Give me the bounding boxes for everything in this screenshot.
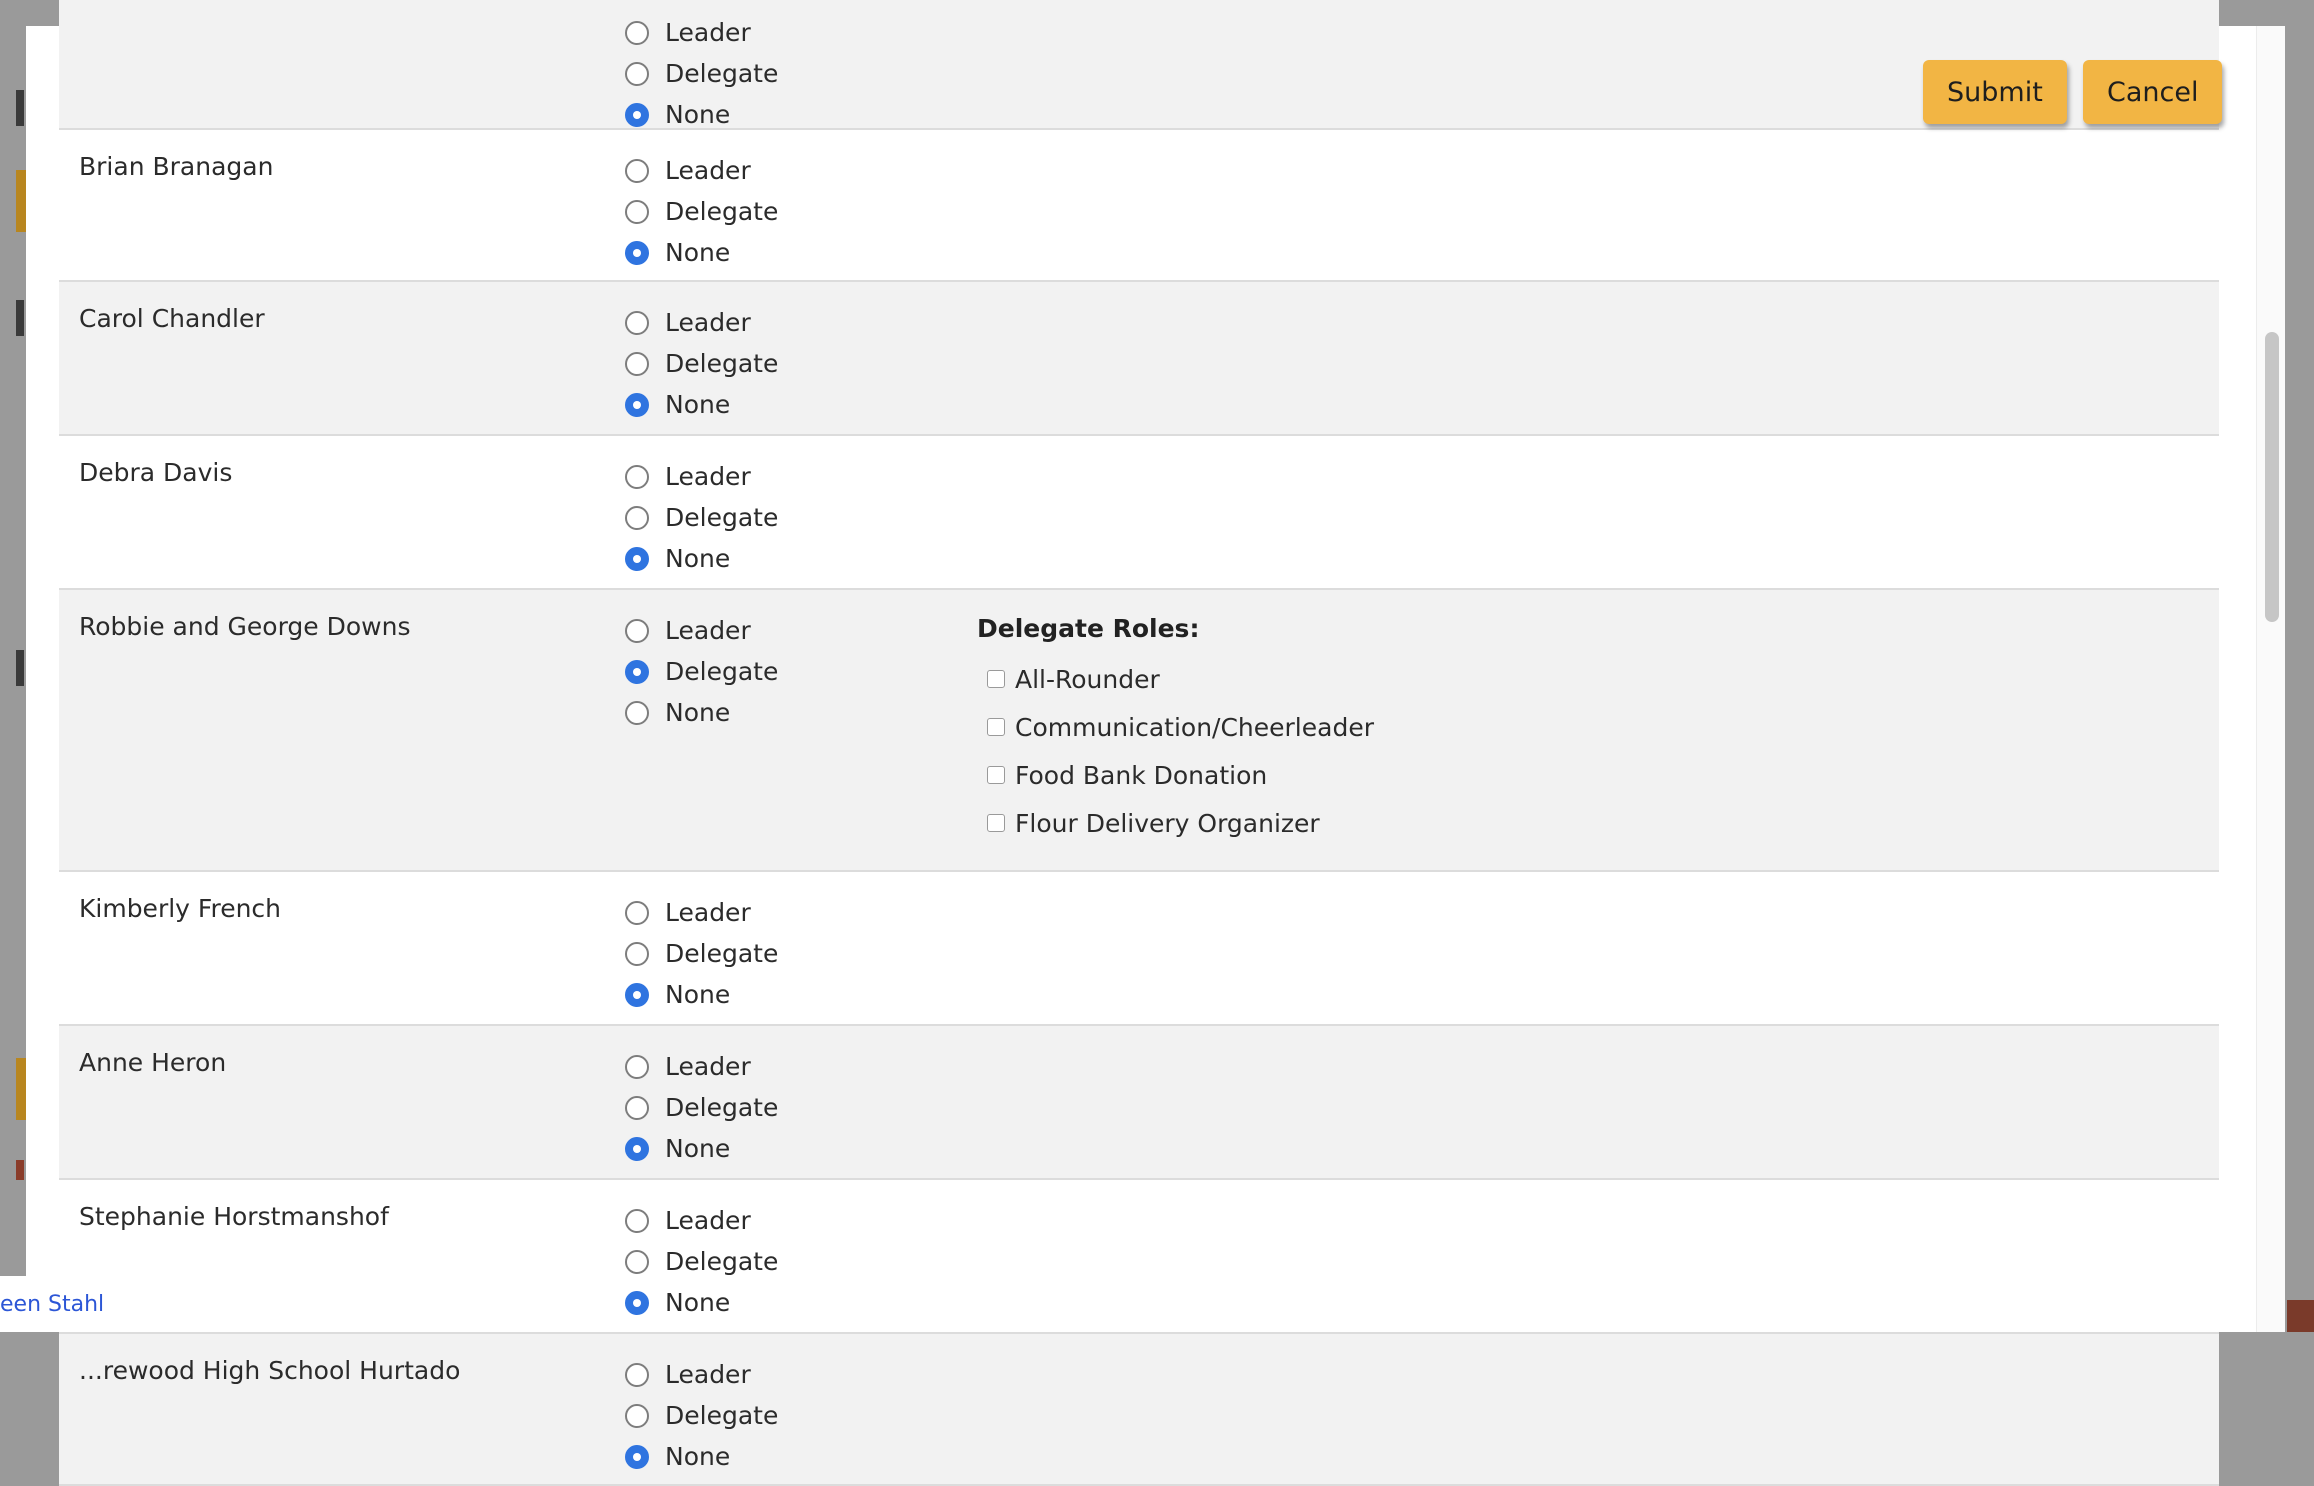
radio-button[interactable] [625, 701, 649, 725]
radio-button[interactable] [625, 901, 649, 925]
radio-option-leader[interactable] [625, 1046, 778, 1087]
radio-label: None [665, 238, 731, 267]
radio-label: Leader [665, 1052, 751, 1081]
radio-label: Leader [665, 18, 751, 47]
radio-option-leader[interactable] [625, 456, 778, 497]
radio-button[interactable] [625, 393, 649, 417]
role-options [625, 1200, 778, 1323]
radio-button[interactable] [625, 200, 649, 224]
radio-button[interactable] [625, 506, 649, 530]
radio-option-none[interactable] [625, 1128, 778, 1169]
radio-button[interactable] [625, 983, 649, 1007]
radio-label: Delegate [665, 1093, 779, 1122]
radio-option-delegate[interactable] [625, 191, 778, 232]
delegate-roles [977, 614, 1374, 847]
person-name: Stephanie Horstmanshof [79, 1202, 389, 1231]
radio-label: Delegate [665, 59, 779, 88]
radio-label: None [665, 100, 731, 129]
radio-label: None [665, 390, 731, 419]
radio-button[interactable] [625, 619, 649, 643]
person-row [59, 1180, 2219, 1334]
radio-option-leader[interactable] [625, 150, 778, 191]
radio-button[interactable] [625, 547, 649, 571]
modal-scrollbar[interactable] [2256, 26, 2285, 1332]
background-fragment [16, 1160, 24, 1180]
background-fragment [16, 650, 24, 686]
person-name: Carol Chandler [79, 304, 265, 333]
delegate-role-item[interactable] [977, 655, 1374, 703]
person-name: ...rewood High School Hurtado [79, 1356, 461, 1385]
background-fragment [16, 300, 24, 336]
people-list [59, 0, 2219, 1486]
person-row [59, 282, 2219, 436]
role-assignment-modal [26, 18, 2284, 1471]
radio-label: None [665, 1442, 731, 1471]
radio-option-none[interactable] [625, 974, 778, 1015]
role-options [625, 610, 778, 733]
radio-option-none[interactable] [625, 384, 778, 425]
radio-button[interactable] [625, 1363, 649, 1387]
background-fragment [16, 1058, 26, 1120]
role-checkbox[interactable] [987, 670, 1005, 688]
radio-button[interactable] [625, 1445, 649, 1469]
background-fragment [16, 90, 24, 126]
radio-option-leader[interactable] [625, 892, 778, 933]
radio-button[interactable] [625, 1055, 649, 1079]
radio-option-delegate[interactable] [625, 1241, 778, 1282]
radio-option-leader[interactable] [625, 1200, 778, 1241]
radio-button[interactable] [625, 311, 649, 335]
role-options [625, 892, 778, 1015]
delegate-role-item[interactable] [977, 751, 1374, 799]
role-options [625, 1354, 778, 1477]
radio-label: Delegate [665, 349, 779, 378]
role-options [625, 12, 778, 135]
person-name: Brian Branagan [79, 152, 274, 181]
role-options [625, 302, 778, 425]
background-page [0, 0, 26, 1332]
radio-button[interactable] [625, 103, 649, 127]
radio-option-delegate[interactable] [625, 1087, 778, 1128]
background-fragment [2287, 1300, 2314, 1332]
role-checkbox[interactable] [987, 814, 1005, 832]
radio-button[interactable] [625, 1250, 649, 1274]
person-name: Anne Heron [79, 1048, 227, 1077]
person-name: Debra Davis [79, 458, 233, 487]
radio-option-leader[interactable] [625, 12, 778, 53]
radio-label: Leader [665, 462, 751, 491]
person-row [59, 1026, 2219, 1180]
role-checkbox[interactable] [987, 718, 1005, 736]
delegate-role-item[interactable] [977, 703, 1374, 751]
person-row [59, 0, 2219, 130]
cancel-button[interactable]: Cancel [2083, 60, 2222, 124]
radio-option-none[interactable] [625, 1282, 778, 1323]
radio-label: Leader [665, 156, 751, 185]
radio-label: Delegate [665, 1401, 779, 1430]
radio-button[interactable] [625, 465, 649, 489]
role-label: Food Bank Donation [1015, 760, 1268, 790]
radio-button[interactable] [625, 1096, 649, 1120]
radio-button[interactable] [625, 942, 649, 966]
radio-label: Delegate [665, 1247, 779, 1276]
radio-label: Delegate [665, 503, 779, 532]
radio-button[interactable] [625, 241, 649, 265]
radio-label: None [665, 1134, 731, 1163]
radio-option-delegate[interactable] [625, 1395, 778, 1436]
radio-option-none[interactable] [625, 538, 778, 579]
radio-option-delegate[interactable] [625, 651, 778, 692]
role-options [625, 150, 778, 273]
radio-label: Leader [665, 898, 751, 927]
person-row [59, 590, 2219, 872]
radio-option-delegate[interactable] [625, 497, 778, 538]
radio-button[interactable] [625, 21, 649, 45]
radio-label: Leader [665, 1360, 751, 1389]
person-row [59, 130, 2219, 282]
radio-option-none[interactable] [625, 94, 778, 135]
radio-label: Leader [665, 616, 751, 645]
delegate-roles-heading: Delegate Roles: [977, 614, 1200, 643]
role-checkbox[interactable] [987, 766, 1005, 784]
radio-button[interactable] [625, 660, 649, 684]
radio-label: Delegate [665, 939, 779, 968]
background-user-link[interactable]: een Stahl [0, 1276, 118, 1332]
background-fragment [16, 170, 26, 232]
role-options [625, 1046, 778, 1169]
radio-label: None [665, 698, 731, 727]
scrollbar-thumb[interactable] [2265, 332, 2279, 622]
submit-button[interactable]: Submit [1923, 60, 2067, 124]
radio-button[interactable] [625, 62, 649, 86]
radio-option-none[interactable] [625, 1436, 778, 1477]
role-label: Communication/Cheerleader [1015, 712, 1374, 742]
radio-label: Delegate [665, 197, 779, 226]
radio-option-leader[interactable] [625, 302, 778, 343]
radio-option-leader[interactable] [625, 610, 778, 651]
radio-label: None [665, 544, 731, 573]
radio-label: Delegate [665, 657, 779, 686]
radio-button[interactable] [625, 159, 649, 183]
radio-label: Leader [665, 308, 751, 337]
person-name: Kimberly French [79, 894, 282, 923]
person-row [59, 872, 2219, 1026]
radio-option-none[interactable] [625, 692, 778, 733]
radio-button[interactable] [625, 1209, 649, 1233]
radio-label: Leader [665, 1206, 751, 1235]
role-options [625, 456, 778, 579]
radio-label: None [665, 1288, 731, 1317]
radio-option-delegate[interactable] [625, 53, 778, 94]
person-row [59, 1334, 2219, 1486]
radio-option-delegate[interactable] [625, 343, 778, 384]
role-label: Flour Delivery Organizer [1015, 808, 1320, 838]
radio-button[interactable] [625, 1137, 649, 1161]
radio-label: None [665, 980, 731, 1009]
role-label: All-Rounder [1015, 664, 1160, 694]
person-row [59, 436, 2219, 590]
radio-button[interactable] [625, 1291, 649, 1315]
person-name: Robbie and George Downs [79, 612, 411, 641]
radio-button[interactable] [625, 1404, 649, 1428]
radio-option-none[interactable] [625, 232, 778, 273]
radio-option-delegate[interactable] [625, 933, 778, 974]
radio-option-leader[interactable] [625, 1354, 778, 1395]
delegate-role-item[interactable] [977, 799, 1374, 847]
radio-button[interactable] [625, 352, 649, 376]
